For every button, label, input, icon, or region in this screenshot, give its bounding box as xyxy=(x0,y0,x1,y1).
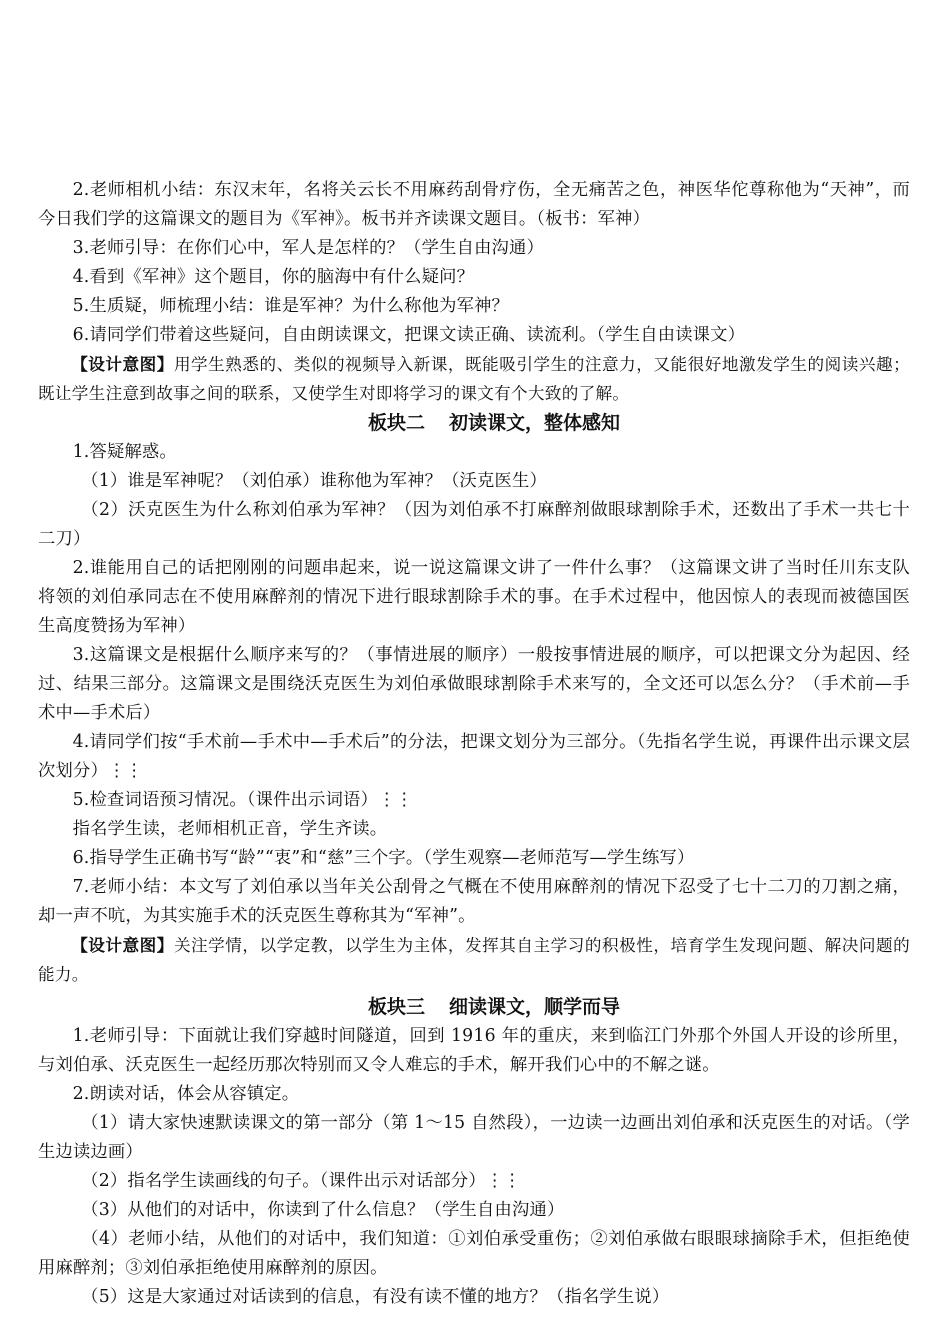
paragraph: 6.指导学生正确书写“龄”“衷”和“慈”三个字。（学生观察—老师范写—学生练写） xyxy=(72,848,695,868)
paragraph: 1.老师引导：下面就让我们穿越时间隧道，回到 1916 年的重庆，来到临江门外那个外国人开设的诊所里，与刘伯承、沃克医生一起经历那次特别而又令人难忘的手术，解开我们心中的不解之谜。 xyxy=(38,1026,910,1075)
design-intent-note xyxy=(38,931,910,989)
paragraph: 指名学生读，老师相机正音，学生齐读。 xyxy=(72,819,388,839)
paragraph: 3.老师引导：在你们心中，军人是怎样的？（学生自由沟通） xyxy=(72,238,544,258)
paragraph: （2）指名学生读画线的句子。（课件出示对话部分）⋮⋮ xyxy=(81,1171,521,1191)
section-heading xyxy=(38,408,910,438)
paragraph: 3.这篇课文是根据什么顺序来写的？（事情进展的顺序）一般按事情进展的顺序，可以把课文分为起因、经过、结果三部分。这篇课文是围绕沃克医生为刘伯承做眼球割除手术来写的，全文还可以怎么分？（手术前—手术中—手术后） xyxy=(38,645,910,723)
section-number: 板块三 xyxy=(367,996,425,1018)
design-intent-note xyxy=(38,350,910,408)
paragraph: 5.检查词语预习情况。（课件出示词语）⋮⋮ xyxy=(72,790,413,810)
design-intent-text: 关注学情，以学定教，以学生为主体，发挥其自主学习的积极性，培育学生发现问题、解决问题的能力。 xyxy=(38,936,910,984)
section-title: 初读课文，整体感知 xyxy=(449,412,621,434)
paragraph: 5.生质疑，师梳理小结：谁是军神？为什么称他为军神？ xyxy=(72,296,510,316)
paragraph: （3）从他们的对话中，你读到了什么信息？（学生自由沟通） xyxy=(81,1200,565,1220)
paragraph: 2.谁能用自己的话把刚刚的问题串起来，说一说这篇课文讲了一件什么事？（这篇课文讲了当时任川东支队将领的刘伯承同志在不使用麻醉剂的情况下进行眼球割除手术的事。在手术过程中，他因惊人的表现而被德国医生高度赞扬为军神） xyxy=(38,558,910,636)
paragraph: （4）老师小结，从他们的对话中，我们知道：①刘伯承受重伤；②刘伯承做右眼眼球摘除手术，但拒绝使用麻醉剂；③刘伯承拒绝使用麻醉剂的原因。 xyxy=(38,1229,910,1278)
paragraph: 7.老师小结：本文写了刘伯承以当年关公刮骨之气概在不使用麻醉剂的情况下忍受了七十二刀的刀割之痛，却一声不吭，为其实施手术的沃克医生尊称其为“军神”。 xyxy=(38,877,910,926)
paragraph: 6.请同学们带着这些疑问，自由朗读课文，把课文读正确、读流利。（学生自由读课文） xyxy=(72,325,746,345)
paragraph: 4.看到《军神》这个题目，你的脑海中有什么疑问？ xyxy=(72,267,475,287)
paragraph: 1.答疑解惑。 xyxy=(72,442,177,462)
section-heading xyxy=(38,992,910,1022)
paragraph: （2）沃克医生为什么称刘伯承为军神？（因为刘伯承不打麻醉剂做眼球割除手术，还数出了手术一共七十二刀） xyxy=(38,500,910,549)
section-number: 板块二 xyxy=(367,412,425,434)
paragraph: 2.老师相机小结：东汉末年，名将关云长不用麻药刮骨疗伤，全无痛苦之色，神医华佗尊称他为“天神”，而今日我们学的这篇课文的题目为《军神》。板书并齐读课文题目。（板书：军神） xyxy=(38,180,910,229)
design-intent-tag: 【设计意图】 xyxy=(71,354,174,374)
paragraph: 2.朗读对话，体会从容镇定。 xyxy=(72,1084,300,1104)
paragraph: （1）请大家快速默读课文的第一部分（第 1～15 自然段），一边读一边画出刘伯承和沃克医生的对话。（学生边读边画） xyxy=(38,1113,910,1162)
section-title: 细读课文，顺学而导 xyxy=(449,996,621,1018)
paragraph: （5）这是大家通过对话读到的信息，有没有读不懂的地方？（指名学生说） xyxy=(81,1287,670,1307)
design-intent-tag: 【设计意图】 xyxy=(71,935,174,955)
paragraph: （1）谁是军神呢？（刘伯承）谁称他为军神？（沃克医生） xyxy=(81,471,547,491)
lesson-plan-page xyxy=(38,176,910,1312)
design-intent-text: 用学生熟悉的、类似的视频导入新课，既能吸引学生的注意力，又能很好地激发学生的阅读兴趣；既让学生注意到故事之间的联系，又使学生对即将学习的课文有个大致的了解。 xyxy=(38,355,910,403)
paragraph: 4.请同学们按“手术前—手术中—手术后”的分法，把课文划分为三部分。（先指名学生说，再课件出示课文层次划分）⋮⋮ xyxy=(38,732,910,781)
